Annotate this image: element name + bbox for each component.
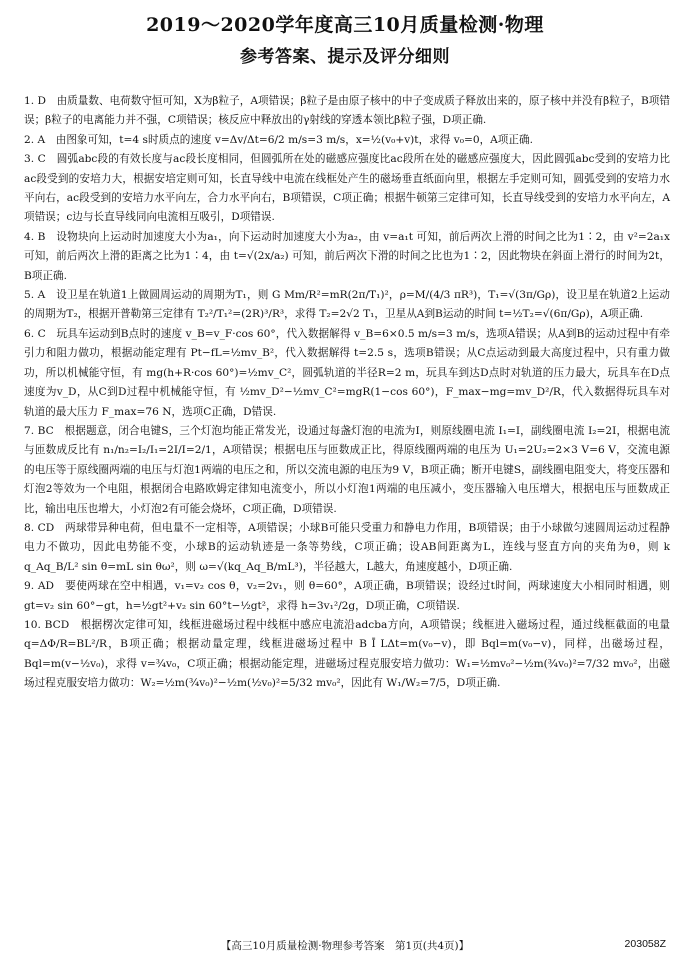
page-subtitle: 参考答案、提示及评分细则 — [240, 47, 450, 67]
answer-item: 3. C 圆弧abc段的有效长度与ac段长度相同，但圆弧所在处的磁感应强度比ac段所在处的磁感应强度大，因此圆弧abc受到的安培力比ac段受到的安培力大，根据安培定则可知，长直导线中电流在线框处产生的磁场垂直纸面向里，根据左手定则可知，圆弧受到的安培力水平向右，ac段受到的安培力水平向左，合力水平向右，B项错误，C项正确；根据牛顿第三定律可知，长直导线受到的安培力水平向左，A项错误；c边与长直导线同向电流相互吸引，D项错误. — [24, 153, 670, 224]
answer-list — [24, 92, 670, 694]
answer-item: 4. B 设物块向上运动时加速度大小为a₁，向下运动时加速度大小为a₂，由 v=a₁t 可知，前后两次上滑的时间之比为1∶2，由 v²=2a₁x 可知，前后两次上滑的距离之比为1∶4，由 t=√(2x/a₂) 可知，前后两次下滑的时间之比也为1∶2，因此物块在斜面上滑行的时间为2t，B项正确. — [24, 230, 670, 282]
page-footer: 【高三10月质量检测·物理参考答案 第1页(共4页)】 — [220, 940, 470, 952]
answer-item: 8. CD 两球带异种电荷，但电量不一定相等，A项错误；小球B可能只受重力和静电力作用，B项错误；由于小球做匀速圆周运动过程静电力不做功，因此电势能不变，小球B的运动轨迹是一条等势线，C项正确；设AB间距离为L，连线与竖直方向的夹角为θ，则 k q_Aq_B/L² sin θ=mL sin θω²，则 ω=√(kq_Aq_B/mL³)，半径越大，L越大，角速度越小，D项正确. — [24, 521, 670, 573]
answer-item: 5. A 设卫星在轨道1上做圆周运动的周期为T₁，则 G Mm/R²=mR(2π/T₁)²，ρ=M/(4/3 πR³)，T₁=√(3π/Gρ)，设卫星在轨道2上运动的周期为T₂，根据开普勒第三定律有 T₂²/T₁²=(2R)³/R³，求得 T₂=2√2 T₁，卫星从A到B运动的时间 t=½T₂=√(6π/Gρ)，A项正确. — [24, 289, 670, 321]
answer-item: 7. BC 根据题意，闭合电键S，三个灯泡均能正常发光，设通过每盏灯泡的电流为I，则原线圈电流 I₁=I，副线圈电流 I₂=2I，根据电流与匝数成反比有 n₁/n₂=I₂/I₁=2I/I=2/1，A项错误；根据电压与匝数成正比，得原线圈两端的电压为 U₁=2U₂=2×3 V=6 V，交流电源的电压等于原线圈两端的电压与灯泡1两端的电压之和，所以交流电源的电压为9 V，B项正确；断开电键S，副线圈电阻变大，将变压器和灯泡2等效为一个电阻，根据闭合电路欧姆定律知电流变小，所以小灯泡1两端的电压减小，变压器输入电压增大，根据电压与匝数成正比，输出电压也增大，小灯泡2有可能会烧坏，C项正确，D项错误. — [24, 424, 670, 515]
page-title: 2019～2020学年度高三10月质量检测·物理 — [146, 14, 544, 36]
answer-item: 1. D 由质量数、电荷数守恒可知，X为β粒子，A项错误；β粒子是由原子核中的中子变成质子释放出来的，原子核中并没有β粒子，B项错误；β粒子的电离能力并不强，C项错误；核反应中释放出的γ射线的穿透本领比β粒子强，D项正确. — [24, 95, 670, 127]
answer-item: 10. BCD 根据楞次定律可知，线框进磁场过程中线框中感应电流沿adcba方向，A项错误；线框进入磁场过程，通过线框截面的电量 q=ΔΦ/R=BL²/R，B项正确；根据动量定理，线框进磁场过程中 B Ī LΔt=m(v₀−v)，即 Bql=m(v₀−v)，同样，出磁场过程，Bql=m(v−½v₀)，求得 v=¾v₀，C项正确；根据动能定理，进磁场过程克服安培力做功：W₁=½mv₀²−½m(¾v₀)²=7/32 mv₀²，出磁场过程克服安培力做功：W₂=½m(¾v₀)²−½m(½v₀)²=5/32 mv₀²，因此有 W₁/W₂=7/5，D项正确. — [24, 618, 670, 690]
answer-item: 9. AD 要使两球在空中相遇，v₁=v₂ cos θ，v₂=2v₁，则 θ=60°，A项正确，B项错误；设经过t时间，两球速度大小相同时相遇，则 gt=v₂ sin 60°−gt，h=½gt²+v₂ sin 60°t−½gt²，求得 h=3v₁²/2g，D项正确，C项错误. — [24, 580, 670, 612]
answer-item: 6. C 玩具车运动到B点时的速度 v_B=v_F·cos 60°，代入数据解得 v_B=6×0.5 m/s=3 m/s，选项A错误；从A到B的运动过程中有牵引力和阻力做功，根据动能定理有 Pt−fL=½mv_B²，代入数据解得 t=2.5 s，选项B错误；从C点运动到最大高度过程中，只有重力做功，所以机械能守恒，有 mg(h+R·cos 60°)=½mv_C²，圆弧轨道的半径R=2 m，玩具车到达D点时对轨道的压力最大，玩具车在D点速度为v_D，从C到D过程中机械能守恒，有 ½mv_D²−½mv_C²=mgR(1−cos 60°)，F_max−mg=mv_D²/R，代入数据得玩具车对轨道的最大压力 F_max=76 N，选项C正确，D错误. — [24, 327, 670, 418]
document-code: 203058Z — [624, 938, 666, 950]
answer-item: 2. A 由图象可知，t=4 s时质点的速度 v=Δv/Δt=6/2 m/s=3 m/s，x=½(v₀+v)t，求得 v₀=0，A项正确. — [24, 133, 533, 146]
